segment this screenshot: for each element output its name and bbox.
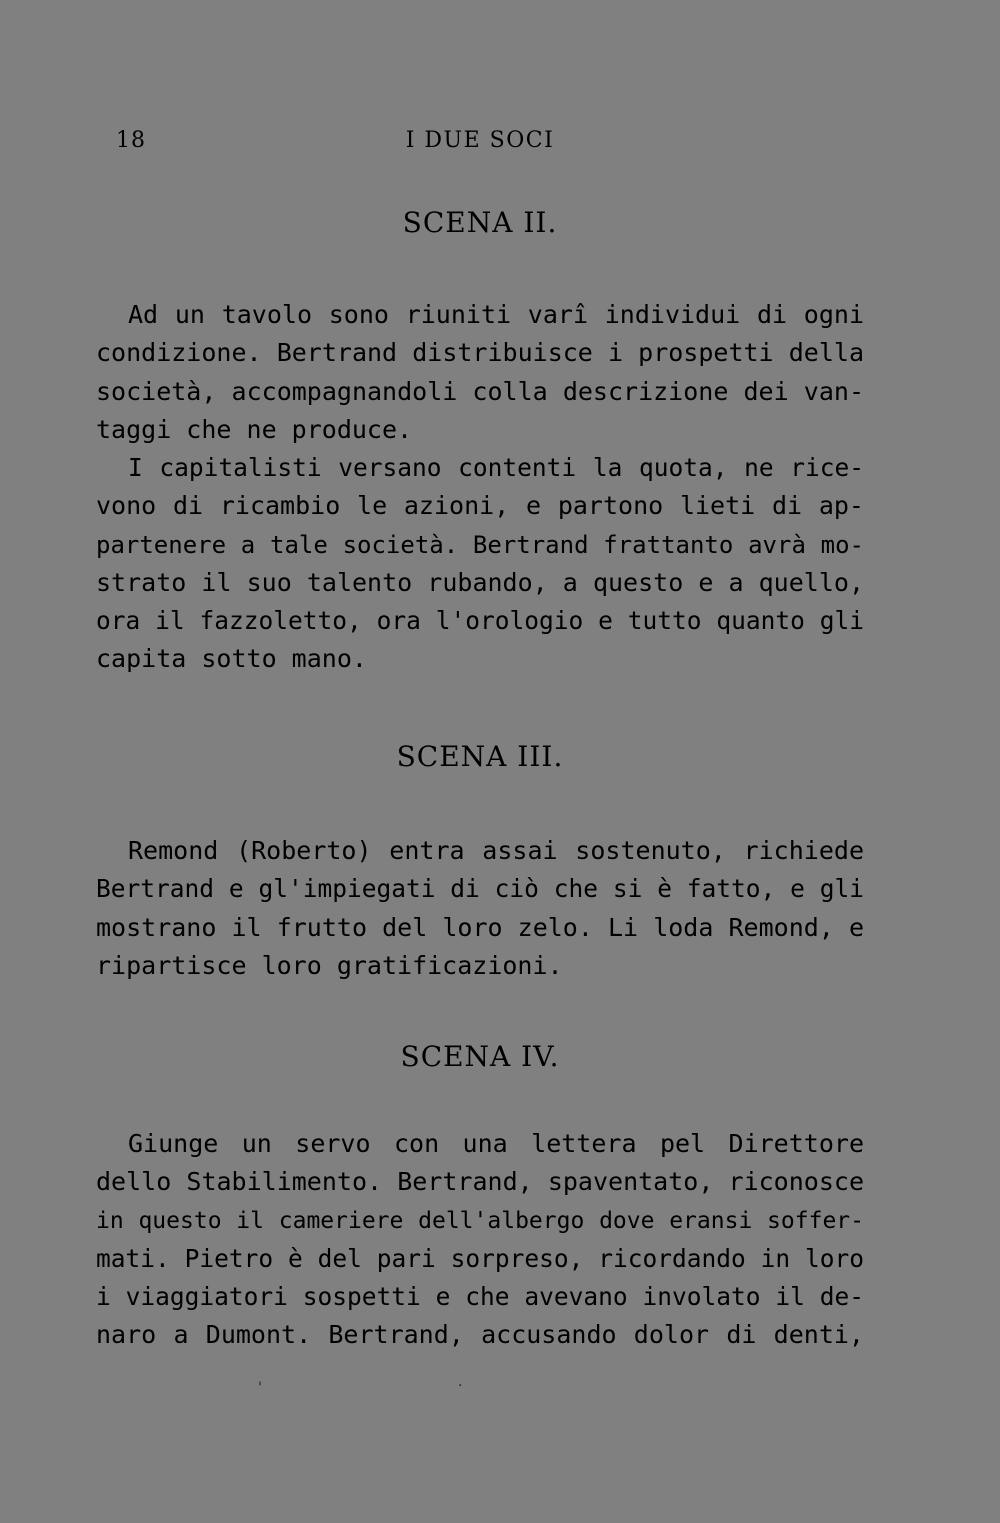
scan-speck: · <box>458 1378 463 1394</box>
text-line: vono di ricambio le azioni, e partono lieti di ap- <box>96 491 864 521</box>
text-line: Remond (Roberto) entra assai sostenuto, richiede <box>128 836 864 865</box>
text-line: ora il fazzoletto, ora l'orologio e tutto quanto gli <box>96 606 864 636</box>
scene-heading-2: SCENA II. <box>402 206 558 239</box>
scene-2-paragraph-2 <box>96 449 864 679</box>
text-line: società, accompagnandoli colla descrizione dei van- <box>96 376 864 406</box>
text-line: mati. Pietro è del pari sorpreso, ricordando in loro <box>96 1243 864 1273</box>
text-line: dello Stabilimento. Bertrand, spaventato, riconosce <box>96 1167 864 1197</box>
page-number: 18 <box>116 128 146 153</box>
running-head <box>96 128 864 160</box>
text-line: Ad un tavolo sono riuniti varî individui di ogni <box>128 300 864 329</box>
text-line: taggi che ne produce. <box>96 414 413 444</box>
scene-2-paragraph-1 <box>96 296 864 449</box>
scene-4-paragraph <box>96 1125 864 1355</box>
text-line: ripartisce loro gratificazioni. <box>96 950 563 980</box>
text-line: in questo il cameriere dell'albergo dove eransi soffer- <box>96 1207 864 1234</box>
text-line: Bertrand e gl'impiegati di ciò che si è fatto, e gli <box>96 874 864 904</box>
scene-heading-4: SCENA IV. <box>400 1040 560 1073</box>
text-line: capita sotto mano. <box>96 644 367 674</box>
text-line: partenere a tale società. Bertrand frattanto avrà mo- <box>96 530 864 559</box>
text-line: strato il suo talento rubando, a questo e a quello, <box>96 567 864 597</box>
text-line: naro a Dumont. Bertrand, accusando dolor di denti, <box>96 1320 864 1350</box>
text-line: i viaggiatori sospetti e che avevano involato il de- <box>96 1282 864 1312</box>
text-line: condizione. Bertrand distribuisce i prospetti della <box>96 338 864 368</box>
running-title: I DUE SOCI <box>405 128 555 153</box>
scene-3-paragraph <box>96 832 864 985</box>
scan-speck: ' <box>258 1380 262 1396</box>
text-line: I capitalisti versano contenti la quota, ne rice- <box>128 453 864 482</box>
text-line: mostrano il frutto del loro zelo. Li loda Remond, e <box>96 912 864 942</box>
text-line: Giunge un servo con una lettera pel Direttore <box>128 1129 864 1158</box>
scene-heading-3: SCENA III. <box>396 740 564 773</box>
